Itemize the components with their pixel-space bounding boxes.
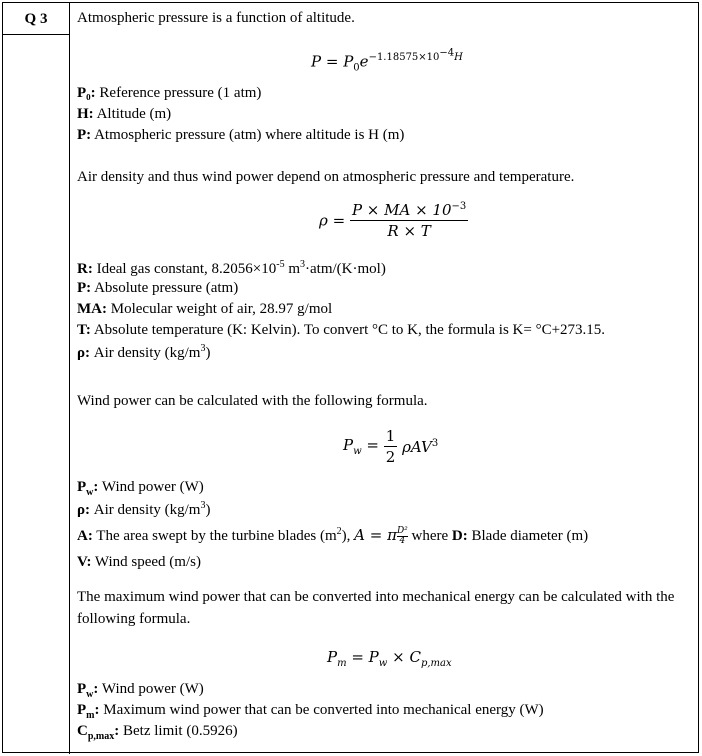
equation-max-power: $P_m = P_w \times C_{p,max}$ — [327, 648, 452, 669]
def-pw: $P_w$: Wind power (W) — [77, 479, 204, 498]
def-pw-2: $P_w$: Wind power (W) — [77, 681, 204, 700]
def-t: T: Absolute temperature (K: Kelvin). To convert °C to K, the formula is K= °C+273.15. — [77, 322, 606, 338]
def-pm: $P_m$: Maximum wind power that can be converted into mechanical energy (W) — [77, 702, 544, 721]
def-abs-p: P: Absolute pressure (atm) — [77, 280, 239, 296]
def-p: P: Atmospheric pressure (atm) where altitude is H (m) — [77, 127, 405, 143]
def-cp: $C_{p,max}$: Betz limit (0.5926) — [77, 723, 238, 742]
def-r: R: Ideal gas constant, $8.2056\times 10^{-5}$ $m^3\cdot atm/(K\cdot mol)$ — [77, 259, 386, 277]
question-table — [2, 2, 699, 753]
def-rho: ρ: Air density $(kg/m^3)$ — [77, 343, 211, 361]
def-ma: MA: Molecular weight of air, 28.97 g/mol — [77, 301, 333, 317]
def-a: A: The area swept by the turbine blades $(m^2)$, A = π $\frac{\text{D²}}{4}$ where D: Blade diameter (m) — [77, 526, 589, 547]
intro-density: Air density and thus wind power depend on atmospheric pressure and temperature. — [77, 169, 575, 185]
def-p0: P₀: Reference pressure (1 atm) — [77, 85, 262, 101]
def-v: V: Wind speed (m/s) — [77, 554, 201, 570]
question-label: Q 3 — [3, 3, 70, 35]
equation-density: ρ = $\frac{P \times MA \times 10^{-3}}{R \times T}$ — [319, 201, 467, 240]
intro-max-power: The maximum wind power that can be converted into mechanical energy can be calculated with the following formula. — [77, 589, 675, 627]
column-divider — [69, 34, 70, 754]
equation-wind-power: $P_w$ = $\frac{1}{2}$ ρAV$^3$ — [343, 427, 439, 466]
def-rho-2: ρ: Air density $(kg/m^3)$ — [77, 500, 211, 518]
intro-wind-power: Wind power can be calculated with the following formula. — [77, 393, 428, 409]
def-h: H: Altitude (m) — [77, 106, 172, 122]
equation-pressure: $P = P_0e^{-1.18575\times 10^{-4}H}$ — [311, 48, 463, 74]
intro-altitude: Atmospheric pressure is a function of altitude. — [77, 10, 355, 26]
